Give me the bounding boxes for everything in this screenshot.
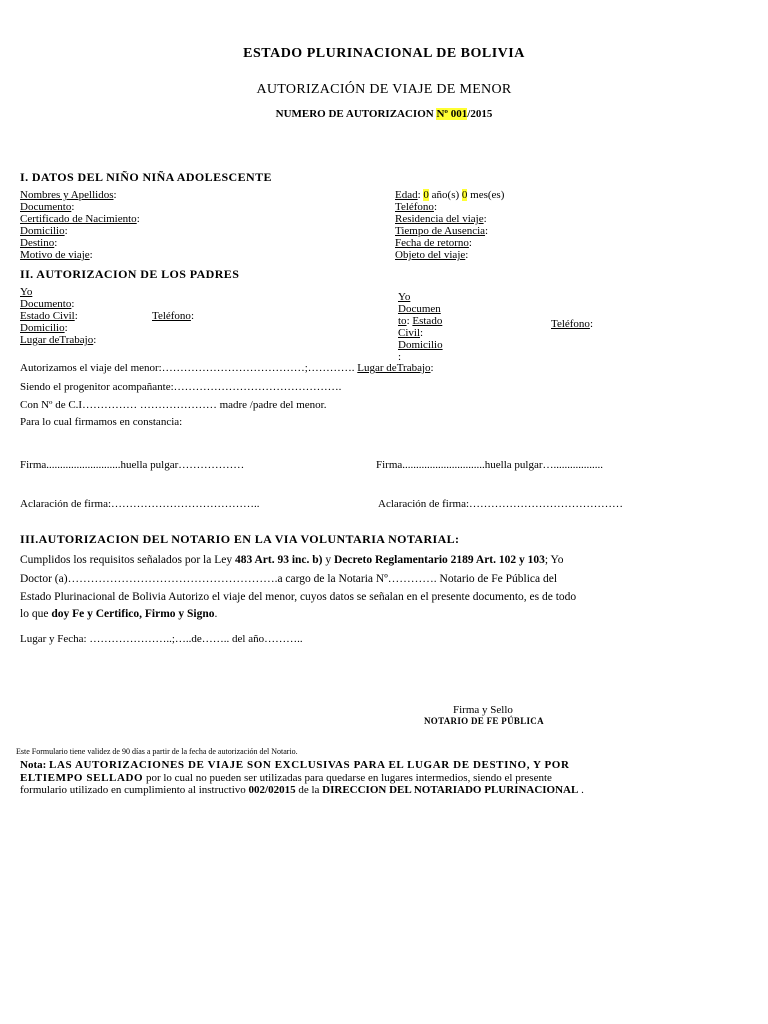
field-telefono[interactable]: Teléfono: — [395, 201, 437, 213]
notary-paragraph-line1: Cumplidos los requisitos señalados por la Ley 483 Art. 93 inc. b) y Decreto Reglamentario 2189 Art. 102 y 103; Yo — [20, 554, 564, 566]
parent2-fields — [398, 291, 443, 363]
field-motivo[interactable]: Motivo de viaje: — [20, 249, 93, 261]
parent2-yo[interactable]: Yo — [398, 291, 411, 303]
field-objeto[interactable]: Objeto del viaje: — [395, 249, 469, 261]
number-label: NUMERO DE AUTORIZACION — [275, 108, 437, 120]
parent2-colon: : — [398, 351, 402, 363]
firma-sello: Firma y Sello — [453, 704, 513, 716]
country-title: ESTADO PLURINACIONAL DE BOLIVIA — [243, 46, 525, 61]
field-nombres[interactable]: Nombres y Apellidos: — [20, 189, 117, 201]
firma-left[interactable]: Firma...........................huella pulgar……………… — [20, 459, 245, 471]
notary-paragraph-line2[interactable]: Doctor (a)……………………………………………….a cargo de la Notaria Nº…………. Notario de Fe Pública del — [20, 573, 558, 585]
parent2-to-estado[interactable]: to: Estado — [398, 315, 443, 327]
field-edad[interactable]: Edad: 0 año(s) 0 mes(es) — [395, 189, 505, 201]
nota-block: Nota: LAS AUTORIZACIONES DE VIAJE SON EXCLUSIVAS PARA EL LUGAR DE DESTINO, Y POR ELTIEMPO SELLADO por lo cual no pueden ser utilizadas para quedarse en lugares intermedios, siendo el presente formulario utilizado en cumplimiento al instructivo 002/02015 de la DIRECCION DEL NOTARIADO PLURINACIONAL . — [20, 759, 584, 796]
ci-line[interactable]: Con Nº de C.I…………… ………………… madre /padre del menor. — [20, 399, 327, 411]
parent1-lugar-trabajo[interactable]: Lugar deTrabajo: — [20, 334, 97, 346]
section3-heading: III.AUTORIZACION DEL NOTARIO EN LA VIA VOLUNTARIA NOTARIAL: — [20, 532, 460, 546]
section1-heading: I. DATOS DEL NIÑO NIÑA ADOLESCENTE — [20, 170, 272, 184]
parent1-telefono[interactable]: Teléfono: — [152, 310, 194, 322]
autorizamos-line[interactable]: Autorizamos el viaje del menor:…………………………………;…………. Lugar deTrabajo: — [20, 362, 434, 374]
parent2-civil[interactable]: Civil: — [398, 327, 424, 339]
parent1-fields — [20, 286, 96, 346]
notary-paragraph-line4: lo que doy Fe y Certifico, Firmo y Signo. — [20, 608, 218, 620]
field-domicilio[interactable]: Domicilio: — [20, 225, 68, 237]
field-tiempo[interactable]: Tiempo de Ausencia: — [395, 225, 489, 237]
notary-paragraph-line3: Estado Plurinacional de Bolivia Autorizo el viaje del menor, cuyos datos se señalan en el presente documento, es de todo — [20, 591, 577, 603]
parent2-documen[interactable]: Documen — [398, 303, 441, 315]
parent1-documento[interactable]: Documento: — [20, 298, 75, 310]
authorization-number — [0, 108, 768, 120]
form-title: AUTORIZACIÓN DE VIAJE DE MENOR — [256, 82, 512, 97]
lugar-trabajo-label: Lugar deTrabajo — [357, 362, 431, 374]
aclaracion-right[interactable]: Aclaración de firma:…………………………………… — [378, 498, 624, 510]
lugar-fecha-line[interactable]: Lugar y Fecha: …………………..;…..de…….. del año……….. — [20, 633, 303, 645]
validity-note: Este Formulario tiene validez de 90 días a partir de la fecha de autorización del Notario. — [16, 747, 298, 756]
parent2-domicilio[interactable]: Domicilio — [398, 339, 443, 351]
notario-label: NOTARIO DE FE PÚBLICA — [424, 716, 544, 726]
field-destino[interactable]: Destino: — [20, 237, 58, 249]
section2-heading: II. AUTORIZACION DE LOS PADRES — [20, 267, 240, 281]
child-fields-left — [20, 189, 140, 261]
child-fields-right — [395, 189, 504, 261]
parent1-estado-civil[interactable]: Estado Civil: — [20, 310, 78, 322]
progenitor-line[interactable]: Siendo el progenitor acompañante:………………………………………. — [20, 381, 342, 393]
parent1-domicilio[interactable]: Domicilio: — [20, 322, 68, 334]
number-value[interactable]: Nº 001 — [436, 108, 468, 120]
field-documento[interactable]: Documento: — [20, 201, 75, 213]
field-residencia[interactable]: Residencia del viaje: — [395, 213, 487, 225]
field-certificado[interactable]: Certificado de Nacimiento: — [20, 213, 140, 225]
parent1-yo[interactable]: Yo — [20, 286, 33, 298]
constancia-line: Para lo cual firmamos en constancia: — [20, 416, 183, 428]
parent2-telefono[interactable]: Teléfono: — [551, 318, 593, 330]
number-year: /2015 — [467, 108, 493, 120]
field-fecha-retorno[interactable]: Fecha de retorno: — [395, 237, 472, 249]
nota-label: Nota: — [20, 759, 50, 771]
aclaracion-left[interactable]: Aclaración de firma:………………………………….. — [20, 498, 260, 510]
age-years: 0 — [423, 189, 429, 201]
age-months: 0 — [461, 189, 468, 201]
firma-right[interactable]: Firma..............................huella pulgar….................. — [376, 459, 604, 471]
